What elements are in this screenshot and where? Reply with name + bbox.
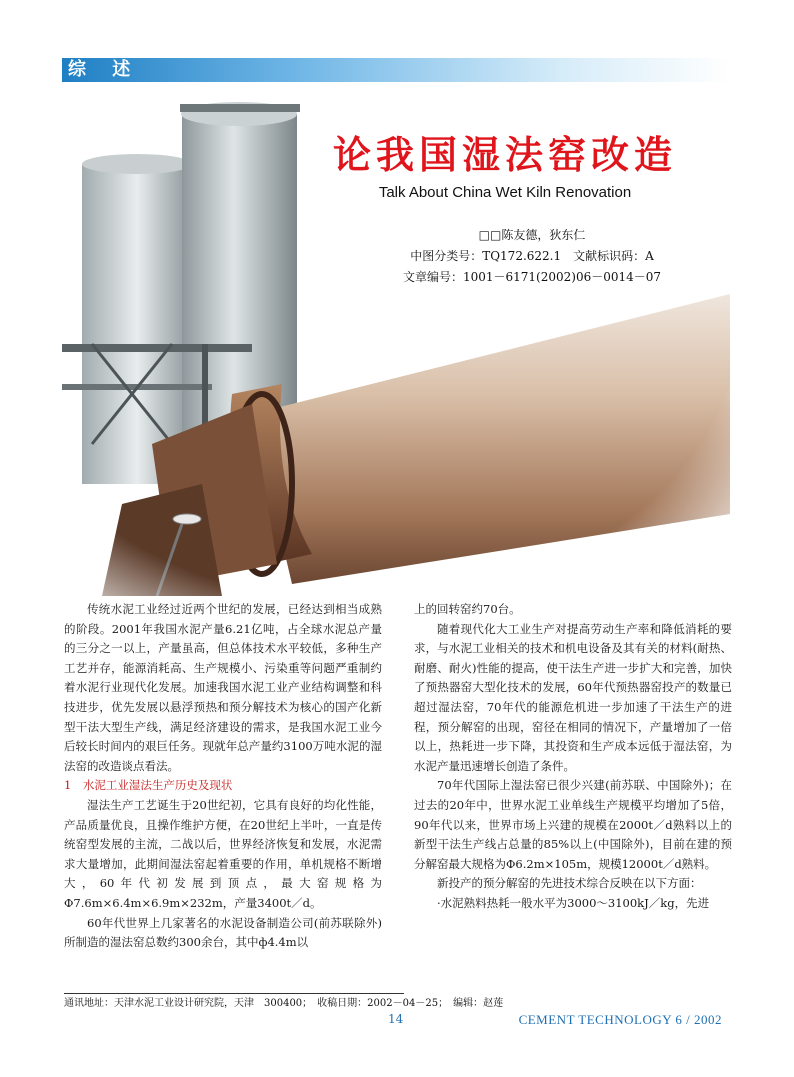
paragraph: 随着现代化大工业生产对提高劳动生产率和降低消耗的要求，与水泥工业相关的技术和机电设备及其有关的材料(耐热、耐磨、耐火)性能的提高，使干法生产进一步扩大和完善，加快了预热器窑大型化技术的发展，60年代预热器窑投产的数量已超过湿法窑，70年代的能源危机进一步加速了干法生产的进程，预分解窑的出现，窑径在相同的情况下，产量增加了一倍以上，热耗进一步下降，其投资和生产成本远低于湿法窑，为水泥产量迅速增长创造了条件。 [414, 621, 732, 773]
paragraph: 70年代国际上湿法窑已很少兴建(前苏联、中国除外)；在过去的20年中，世界水泥工业单线生产规模平均增加了5倍，90年代以来，世界市场上兴建的规模在2000t／d熟料以上的新型干法生产线占总量的85%以上(中国除外)，目前在建的预分解窑最大规格为Φ6.2m×105m，规模12000t／d熟料。 [414, 778, 732, 871]
journal-name: CEMENT TECHNOLOGY 6 / 2002 [518, 1012, 722, 1027]
article-title-english: Talk About China Wet Kiln Renovation [378, 184, 632, 201]
paragraph: 传统水泥工业经过近两个世纪的发展，已经达到相当成熟的阶段。2001年我国水泥产量6.21亿吨，占全球水泥总产量的三分之一以上，产量虽高，但总体技术水平较低，多种生产工艺并存，能源消耗高、生产规模小、污染重等问题严重制约着水泥行业现代化发展。加速我国水泥工业产业结构调整和科技进步，优先发展以悬浮预热和预分解技术为核心的国产化新型干法大型生产线，满足经济建设的需求，是我国水泥工业今后较长时间内的艰巨任务。现就年总产量约3100万吨水泥的湿法窑的改造谈点看法。 [64, 602, 382, 773]
section-label: 综 述 [68, 59, 141, 80]
paragraph: ·水泥熟料热耗一般水平为3000～3100kJ／kg，先进 [437, 895, 710, 910]
authors: □□陈友德，狄东仁 [478, 228, 586, 242]
classification: 中图分类号：TQ172.622.1 文献标识码：A [410, 249, 654, 263]
paragraph: 上的回转窑约70台。 [414, 602, 521, 616]
section-heading: 1 水泥工业湿法生产历史及现状 [64, 778, 233, 793]
body-column-right [414, 600, 732, 914]
title-block [300, 132, 710, 202]
paragraph: 新投产的预分解窑的先进技术综合反映在以下方面： [437, 876, 702, 891]
footnote-divider [64, 993, 404, 994]
paragraph: 湿法生产工艺诞生于20世纪初，它具有良好的均化性能，产品质量优良，且操作维护方便，在20世纪上半叶，一直是传统窑型发展的主流，二战以后，世界经济恢复和发展，水泥需求大量增加，此期间湿法窑起着重要的作用，单机规格不断增大，60年代初发展到顶点，最大窑规格为Φ7.6m×6.4m×6.9m×232m，产量3400t／d。 [64, 797, 382, 910]
article-number: 文章编号：1001－6171(2002)06－0014－07 [402, 270, 662, 284]
body-column-left [64, 600, 382, 953]
article-title: 论我国湿法窑改造 [332, 133, 677, 177]
section-header-bar [62, 58, 730, 82]
footnote: 通讯地址：天津水泥工业设计研究院，天津 300400； 收稿日期：2002－04－25； 编辑：赵莲 [64, 998, 504, 1009]
page-number: 14 [388, 1012, 404, 1026]
article-meta [382, 225, 682, 288]
paragraph: 60年代世界上几家著名的水泥设备制造公司(前苏联除外)所制造的湿法窑总数约300余台，其中ф4.4m以 [64, 915, 382, 950]
